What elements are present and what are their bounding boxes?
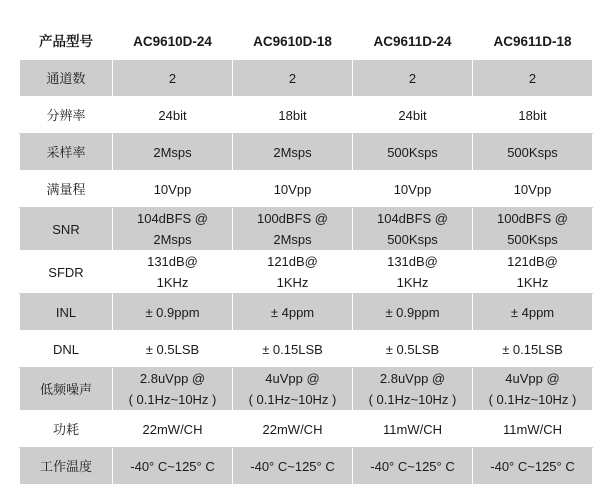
- cell-text-line: 100dBFS @: [496, 211, 568, 226]
- row-label: SFDR: [20, 251, 113, 294]
- cell-text-line: 121dB@: [267, 254, 318, 269]
- table-row: [20, 97, 593, 134]
- cell-text-line: ± 0.9ppm: [145, 304, 200, 320]
- cell-text-line: 10Vpp: [513, 181, 552, 197]
- table-cell: [353, 368, 473, 411]
- table-cell: [113, 251, 233, 294]
- cell-text-line: 4uVpp @: [505, 371, 560, 386]
- table-cell: [353, 208, 473, 251]
- table-cell: [473, 331, 593, 368]
- table-cell: [473, 171, 593, 208]
- cell-text-line: ( 0.1Hz~10Hz ): [128, 392, 217, 407]
- cell-text-line: -40° C~125° C: [250, 458, 335, 474]
- cell-text-line: 2Msps: [273, 144, 312, 160]
- cell-text-line: 2.8uVpp @: [379, 371, 446, 386]
- cell-text-line: 4uVpp @: [265, 371, 320, 386]
- cell-text-line: 131dB@: [387, 254, 438, 269]
- table-cell: [233, 208, 353, 251]
- cell-text-line: ± 0.5LSB: [145, 341, 200, 357]
- table-cell: [473, 251, 593, 294]
- cell-text-line: 121dB@: [507, 254, 558, 269]
- table-cell: [113, 134, 233, 171]
- cell-text-line: 11mW/CH: [383, 421, 442, 437]
- cell-text-line: 22mW/CH: [262, 421, 323, 437]
- row-label: 低频噪声: [20, 368, 113, 411]
- cell-text-line: 2: [528, 70, 537, 86]
- cell-text-line: 104dBFS @: [136, 211, 208, 226]
- row-label: 通道数: [20, 60, 113, 97]
- cell-text-line: 24bit: [398, 107, 427, 123]
- table-row: [20, 368, 593, 411]
- cell-text-line: ± 0.15LSB: [502, 341, 563, 357]
- table-row: [20, 60, 593, 97]
- table-cell: [353, 171, 473, 208]
- cell-text-line: ( 0.1Hz~10Hz ): [488, 392, 577, 407]
- table-cell: [473, 60, 593, 97]
- table-cell: [473, 294, 593, 331]
- table-cell: [233, 368, 353, 411]
- cell-text-line: ± 4ppm: [270, 304, 315, 320]
- table-cell: [353, 411, 473, 448]
- cell-text-line: 1KHz: [276, 275, 309, 290]
- table-cell: [233, 171, 353, 208]
- cell-text-line: 18bit: [278, 107, 307, 123]
- row-label: 工作温度: [20, 448, 113, 485]
- cell-text-line: 11mW/CH: [503, 421, 562, 437]
- cell-text-line: ( 0.1Hz~10Hz ): [248, 392, 337, 407]
- cell-text-line: 22mW/CH: [142, 421, 203, 437]
- row-label: 分辨率: [20, 97, 113, 134]
- table-cell: [473, 208, 593, 251]
- table-cell: [113, 97, 233, 134]
- table-row: [20, 294, 593, 331]
- table-cell: [353, 448, 473, 485]
- header-cell-model: AC9610D-18: [233, 23, 353, 60]
- cell-text-line: ± 0.5LSB: [385, 341, 440, 357]
- cell-text-line: ( 0.1Hz~10Hz ): [368, 392, 457, 407]
- header-cell-label: 产品型号: [20, 23, 113, 60]
- cell-text-line: 2: [288, 70, 297, 86]
- cell-text-line: 1KHz: [516, 275, 549, 290]
- cell-text-line: 2Msps: [273, 232, 312, 247]
- table-row: [20, 251, 593, 294]
- table-cell: [353, 134, 473, 171]
- cell-text-line: 500Ksps: [507, 232, 558, 247]
- table-row: [20, 134, 593, 171]
- table-row: [20, 171, 593, 208]
- cell-text-line: 2Msps: [153, 144, 192, 160]
- cell-text-line: 1KHz: [156, 275, 189, 290]
- header-cell-model: AC9610D-24: [113, 23, 233, 60]
- cell-text-line: 1KHz: [396, 275, 429, 290]
- cell-text-line: 10Vpp: [393, 181, 432, 197]
- row-label: SNR: [20, 208, 113, 251]
- cell-text-line: 100dBFS @: [256, 211, 328, 226]
- table-cell: [113, 60, 233, 97]
- cell-text-line: 104dBFS @: [376, 211, 448, 226]
- table-cell: [353, 251, 473, 294]
- header-cell-model: AC9611D-18: [473, 23, 593, 60]
- table-cell: [233, 331, 353, 368]
- cell-text-line: 131dB@: [147, 254, 198, 269]
- table-row: [20, 208, 593, 251]
- table-cell: [113, 368, 233, 411]
- table-cell: [473, 411, 593, 448]
- table-cell: [233, 60, 353, 97]
- table-cell: [233, 97, 353, 134]
- table-cell: [473, 134, 593, 171]
- cell-text-line: -40° C~125° C: [370, 458, 455, 474]
- cell-text-line: 2: [408, 70, 417, 86]
- cell-text-line: 500Ksps: [387, 232, 438, 247]
- table-cell: [233, 448, 353, 485]
- header-cell-model: AC9611D-24: [353, 23, 473, 60]
- cell-text-line: ± 0.9ppm: [385, 304, 440, 320]
- table-cell: [473, 97, 593, 134]
- table-cell: [113, 331, 233, 368]
- cell-text-line: ± 4ppm: [510, 304, 555, 320]
- cell-text-line: 10Vpp: [153, 181, 192, 197]
- cell-text-line: ± 0.15LSB: [262, 341, 323, 357]
- table-cell: [233, 251, 353, 294]
- row-label: 采样率: [20, 134, 113, 171]
- table-row: [20, 331, 593, 368]
- cell-text-line: -40° C~125° C: [130, 458, 215, 474]
- table-cell: [113, 208, 233, 251]
- row-label: DNL: [20, 331, 113, 368]
- header-row: [20, 23, 593, 60]
- table-cell: [233, 294, 353, 331]
- spec-table-body: [20, 60, 593, 485]
- cell-text-line: 2.8uVpp @: [139, 371, 206, 386]
- table-cell: [113, 448, 233, 485]
- table-cell: [353, 97, 473, 134]
- table-cell: [113, 411, 233, 448]
- table-cell: [113, 171, 233, 208]
- table-cell: [473, 368, 593, 411]
- table-cell: [113, 294, 233, 331]
- table-row: [20, 411, 593, 448]
- cell-text-line: 500Ksps: [387, 144, 438, 160]
- cell-text-line: 24bit: [158, 107, 187, 123]
- row-label: INL: [20, 294, 113, 331]
- cell-text-line: 500Ksps: [507, 144, 558, 160]
- spec-table: [19, 22, 593, 485]
- table-cell: [353, 294, 473, 331]
- table-cell: [233, 134, 353, 171]
- cell-text-line: -40° C~125° C: [490, 458, 575, 474]
- cell-text-line: 2Msps: [153, 232, 192, 247]
- cell-text-line: 2: [168, 70, 177, 86]
- cell-text-line: 10Vpp: [273, 181, 312, 197]
- table-cell: [473, 448, 593, 485]
- table-cell: [353, 331, 473, 368]
- cell-text-line: 18bit: [518, 107, 547, 123]
- table-row: [20, 448, 593, 485]
- table-cell: [233, 411, 353, 448]
- row-label: 功耗: [20, 411, 113, 448]
- table-cell: [353, 60, 473, 97]
- row-label: 满量程: [20, 171, 113, 208]
